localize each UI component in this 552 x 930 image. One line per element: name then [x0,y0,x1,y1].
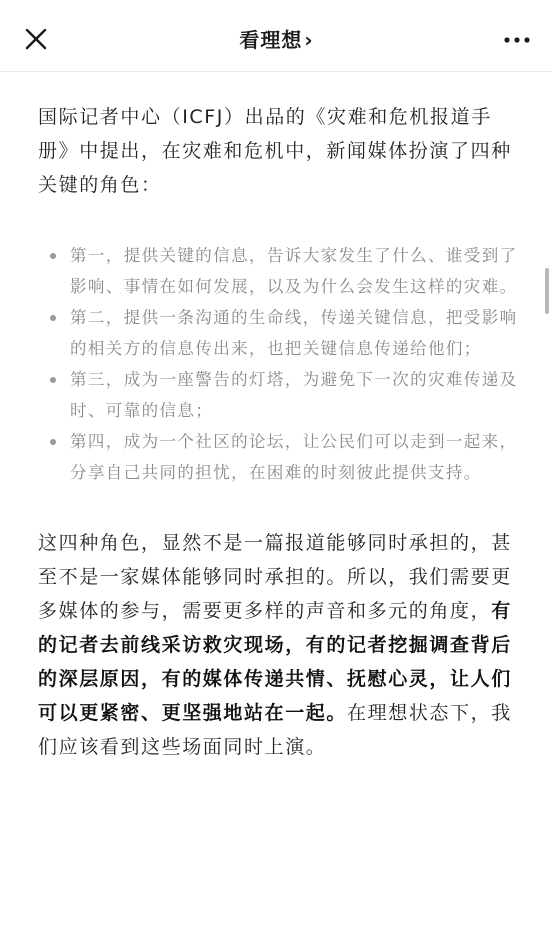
conclusion-text-1: 这四种角色，显然不是一篇报道能够同时承担的，甚至不是一家媒体能够同时承担的。所以，我们需要更多媒体的参与，需要更多样的声音和多元的角度， [38,532,512,622]
list-item-text: 第三，成为一座警告的灯塔，为避免下一次的灾难传递及时、可靠的信息； [70,370,518,420]
top-bar [0,0,552,72]
list-item [38,364,520,426]
roles-list [38,240,520,488]
more-icon[interactable] [502,30,532,50]
conclusion-bold-text: 有的记者去前线采访救灾现场，有的记者挖掘调查背后的深层原因，有的媒体传递共情、抚慰心灵，让人们可以更紧密、更坚强地站在一起。 [38,600,512,724]
scrollbar[interactable] [545,268,549,314]
conclusion-paragraph [38,526,520,764]
intro-paragraph: 国际记者中心（ICFJ）出品的《灾难和危机报道手册》中提出，在灾难和危机中，新闻媒体扮演了四种关键的角色： [38,106,512,196]
article-body [38,100,520,764]
list-item [38,302,520,364]
bullet-icon [50,253,56,259]
list-item [38,240,520,302]
bullet-icon [50,377,56,383]
account-title-link[interactable] [0,24,552,53]
list-item [38,426,520,488]
bullet-icon [50,439,56,445]
list-item-text: 第四，成为一个社区的论坛，让公民们可以走到一起来，分享自己共同的担忧，在困难的时刻彼此提供支持。 [70,432,518,482]
list-item-text: 第二，提供一条沟通的生命线，传递关键信息，把受影响的相关方的信息传出来，也把关键信息传递给他们； [70,308,518,358]
bullet-icon [50,315,56,321]
page-title: 看理想 [239,28,303,52]
conclusion-text-2: 在理想状态下，我们应该看到这些场面同时上演。 [38,702,512,758]
chevron-right-icon: › [304,28,313,52]
list-item-text: 第一，提供关键的信息，告诉大家发生了什么、谁受到了影响、事情在如何发展，以及为什么会发生这样的灾难。 [70,246,518,296]
